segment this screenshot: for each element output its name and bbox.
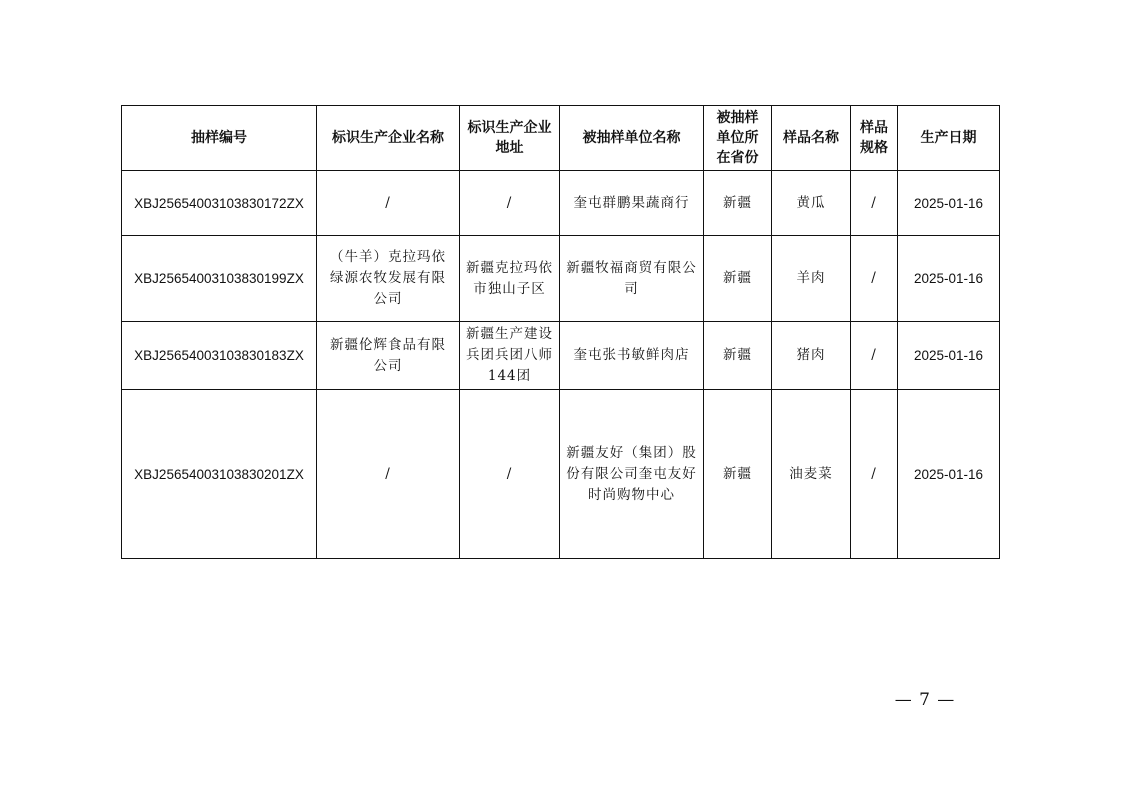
cell-manufacturer-name: 新疆伦辉食品有限公司	[317, 322, 460, 390]
header-sampled-unit-name: 被抽样单位名称	[560, 106, 704, 171]
cell-production-date: 2025-01-16	[898, 171, 1000, 236]
cell-spec: /	[851, 322, 898, 390]
table-row	[122, 171, 1000, 236]
cell-province: 新疆	[704, 322, 772, 390]
cell-production-date: 2025-01-16	[898, 390, 1000, 559]
header-production-date: 生产日期	[898, 106, 1000, 171]
cell-manufacturer-name: /	[317, 390, 460, 559]
cell-sample-name: 羊肉	[772, 236, 851, 322]
cell-manufacturer-name: （牛羊）克拉玛依绿源农牧发展有限公司	[317, 236, 460, 322]
table-header-row	[122, 106, 1000, 171]
cell-manufacturer-address: 新疆克拉玛依市独山子区	[460, 236, 560, 322]
cell-manufacturer-name: /	[317, 171, 460, 236]
cell-sampled-unit-name: 奎屯张书敏鲜肉店	[560, 322, 704, 390]
table-row	[122, 236, 1000, 322]
cell-province: 新疆	[704, 390, 772, 559]
cell-sampled-unit-name: 新疆友好（集团）股份有限公司奎屯友好时尚购物中心	[560, 390, 704, 559]
cell-manufacturer-address: 新疆生产建设兵团兵团八师144团	[460, 322, 560, 390]
cell-sample-name: 黄瓜	[772, 171, 851, 236]
cell-sampled-unit-name: 奎屯群鹏果蔬商行	[560, 171, 704, 236]
header-sample-spec: 样品规格	[851, 106, 898, 171]
cell-sample-code: XBJ25654003103830172ZX	[122, 171, 317, 236]
cell-sample-code: XBJ25654003103830201ZX	[122, 390, 317, 559]
table-row	[122, 322, 1000, 390]
header-manufacturer-address: 标识生产企业地址	[460, 106, 560, 171]
header-sample-name: 样品名称	[772, 106, 851, 171]
cell-sampled-unit-name: 新疆牧福商贸有限公司	[560, 236, 704, 322]
cell-province: 新疆	[704, 236, 772, 322]
cell-spec: /	[851, 171, 898, 236]
header-sampled-unit-province: 被抽样单位所在省份	[704, 106, 772, 171]
cell-sample-name: 猪肉	[772, 322, 851, 390]
cell-manufacturer-address: /	[460, 390, 560, 559]
cell-manufacturer-address: /	[460, 171, 560, 236]
table-row	[122, 390, 1000, 559]
cell-production-date: 2025-01-16	[898, 236, 1000, 322]
header-manufacturer-name: 标识生产企业名称	[317, 106, 460, 171]
cell-province: 新疆	[704, 171, 772, 236]
cell-spec: /	[851, 390, 898, 559]
cell-sample-name: 油麦菜	[772, 390, 851, 559]
cell-sample-code: XBJ25654003103830199ZX	[122, 236, 317, 322]
sampling-results-table	[121, 105, 1000, 559]
header-sample-code: 抽样编号	[122, 106, 317, 171]
page-number: — 7 —	[894, 690, 956, 710]
cell-spec: /	[851, 236, 898, 322]
cell-sample-code: XBJ25654003103830183ZX	[122, 322, 317, 390]
cell-production-date: 2025-01-16	[898, 322, 1000, 390]
